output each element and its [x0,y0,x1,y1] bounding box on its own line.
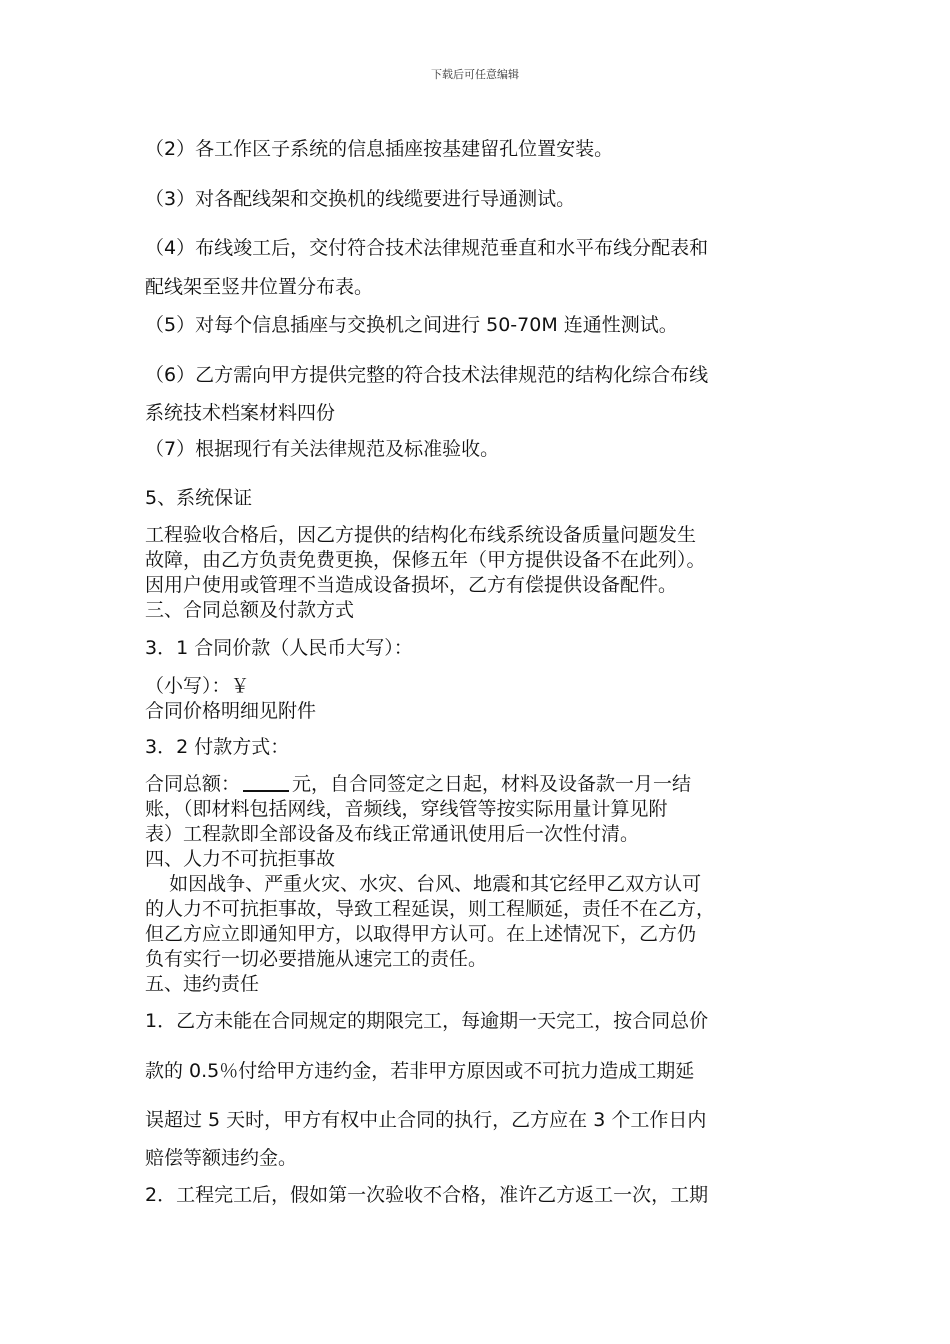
section-heading: 三、合同总额及付款方式 [145,599,355,621]
doc-line: 故障，由乙方负责免费更换，保修五年（甲方提供设备不在此列）。 [145,549,706,571]
section-heading: 五、违约责任 [145,973,260,995]
doc-line: 因用户使用或管理不当造成设备损坏，乙方有偿提供设备配件。 [145,574,678,596]
doc-line: 款的 0.5％付给甲方违约金，若非甲方原因或不可抗力造成工期延 [145,1060,695,1082]
doc-line: 误超过 5 天时，甲方有权中止合同的执行，乙方应在 3 个工作日内 [145,1109,707,1131]
amount-blank [243,773,289,792]
doc-line: （小写）：￥ [145,675,250,697]
doc-line: 表）工程款即全部设备及布线正常通讯使用后一次性付清。 [145,823,640,845]
doc-line: 如因战争、严重火灾、水灾、台风、地震和其它经甲乙双方认可 [145,873,702,895]
doc-line: （5）对每个信息插座与交换机之间进行 50-70M 连通性测试。 [145,314,678,336]
doc-line: 负有实行一切必要措施从速完工的责任。 [145,948,488,970]
section-heading: 5、系统保证 [145,487,253,509]
page-header-note: 下载后可任意编辑 [431,68,519,81]
doc-line: （4）布线竣工后，交付符合技术法律规范垂直和水平布线分配表和 [145,237,709,259]
doc-line: （3）对各配线架和交换机的线缆要进行导通测试。 [145,188,576,210]
doc-line: （6）乙方需向甲方提供完整的符合技术法律规范的结构化综合布线 [145,364,709,386]
doc-line: 合同价格明细见附件 [145,700,317,722]
doc-line: 3．2 付款方式： [145,736,290,758]
doc-line: 1．乙方未能在合同规定的期限完工，每逾期一天完工，按合同总价 [145,1010,709,1032]
doc-line: 但乙方应立即通知甲方，以取得甲方认可。在上述情况下，乙方仍 [145,923,697,945]
doc-line: （2）各工作区子系统的信息插座按基建留孔位置安装。 [145,138,614,160]
doc-line: 系统技术档案材料四份 [145,402,336,424]
payment-line-suffix: 元，自合同签定之日起，材料及设备款一月一结 [292,773,692,795]
doc-line: 账，（即材料包括网线，音频线，穿线管等按实际用量计算见附 [145,798,668,820]
payment-line [145,772,691,796]
doc-line: 的人力不可抗拒事故，导致工程延误，则工程顺延，责任不在乙方， [145,898,716,920]
payment-line-prefix: 合同总额： [145,773,241,795]
doc-line: 工程验收合格后，因乙方提供的结构化布线系统设备质量问题发生 [145,524,697,546]
section-heading: 四、人力不可抗拒事故 [145,848,336,870]
doc-line: 3．1 合同价款（人民币大写）： [145,637,413,659]
doc-line: 赔偿等额违约金。 [145,1147,298,1169]
doc-line: 配线架至竖井位置分布表。 [145,276,374,298]
doc-line: 2．工程完工后，假如第一次验收不合格，准许乙方返工一次，工期 [145,1184,709,1206]
doc-line: （7）根据现行有关法律规范及标准验收。 [145,438,500,460]
